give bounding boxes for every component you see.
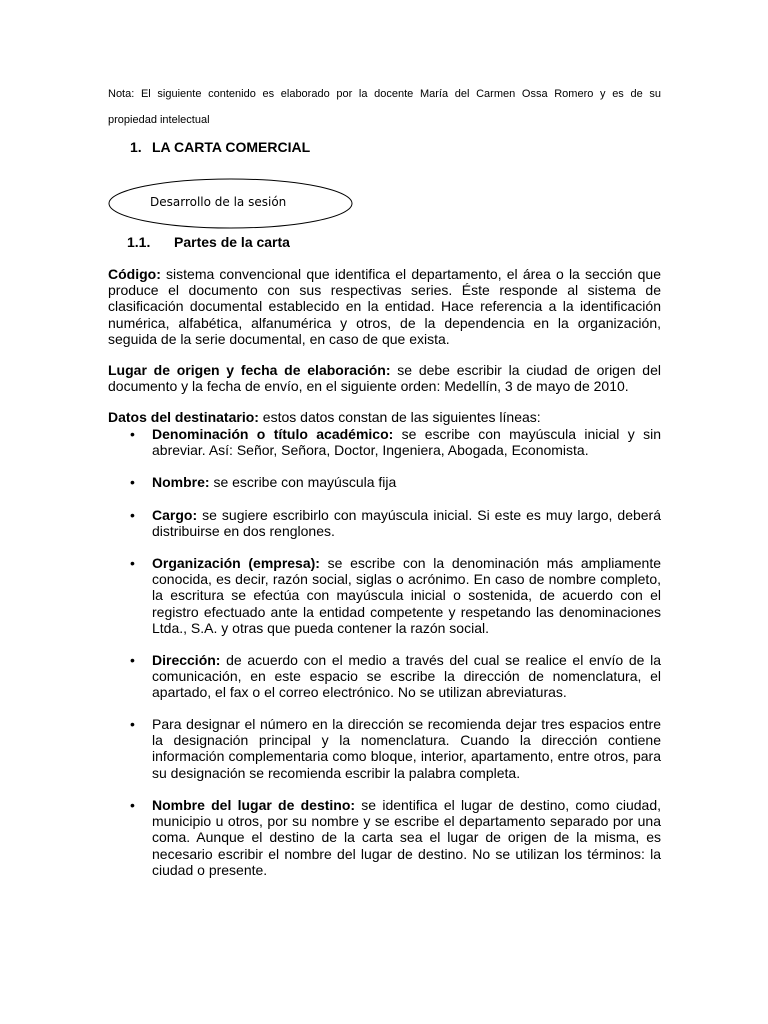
bullet-symbol: • xyxy=(130,797,135,813)
session-oval xyxy=(108,178,353,229)
text-lugar: se debe escribir la ciudad de origen del documento y la fecha de envío, en el siguiente orden: Medellín, 3 de mayo de 2010. xyxy=(108,362,661,395)
bullet-text: se escribe con mayúscula fija xyxy=(209,474,397,490)
paragraph-codigo xyxy=(108,266,661,347)
bullet-symbol: • xyxy=(130,507,135,523)
bullet-symbol: • xyxy=(130,652,135,668)
bullet-text: se sugiere escribirlo con mayúscula inicial. Si este es muy largo, deberá distribuirse en dos renglones. xyxy=(152,507,661,540)
section-heading xyxy=(130,139,310,156)
bullet-text: se identifica el lugar de destino, como ciudad, municipio u otros, por su nombre y se escribe el departamento separado por una coma. Aunque el destino de la carta sea el lugar de origen de la misma, es necesario escribir el nombre del lugar de destino. No se utilizan los términos: la ciudad o presente. xyxy=(152,797,661,878)
section-title: LA CARTA COMERCIAL xyxy=(152,139,311,155)
list-item xyxy=(152,426,661,458)
bullet-term: Denominación o título académico: xyxy=(152,426,394,442)
bullet-symbol: • xyxy=(130,716,135,732)
bullet-symbol: • xyxy=(130,474,135,490)
bullet-text: de acuerdo con el medio a través del cual se realice el envío de la comunicación, en este espacio se escribe la dirección de nomenclatura, el apartado, el fax o el correo electrónico. No se utilizan abreviaturas. xyxy=(152,652,661,701)
subsection-number: 1.1. xyxy=(127,234,151,250)
bullet-symbol: • xyxy=(130,426,135,442)
paragraph-datos xyxy=(108,409,661,425)
paragraph-lugar xyxy=(108,362,661,394)
bullet-text: Para designar el número en la dirección se recomienda dejar tres espacios entre la designación principal y la nomenclatura. Cuando la dirección contiene información complementaria como bloque, interior, apartamento, entre otros, para su designación se recomienda escribir la palabra completa. xyxy=(152,716,661,781)
term-lugar: Lugar de origen y fecha de elaboración: xyxy=(108,362,391,378)
list-item xyxy=(152,797,661,878)
bullet-term: Dirección: xyxy=(152,652,221,668)
list-item xyxy=(152,555,661,636)
note-line-1: Nota: El siguiente contenido es elaborado por la docente María del Carmen Ossa Romero y es de su xyxy=(108,88,661,100)
session-oval-label: Desarrollo de la sesión xyxy=(150,195,287,209)
bullet-term: Nombre del lugar de destino: xyxy=(152,797,356,813)
list-item xyxy=(152,507,661,539)
text-datos: estos datos constan de las siguientes líneas: xyxy=(258,409,541,425)
bullet-term: Cargo: xyxy=(152,507,198,523)
bullet-term: Nombre: xyxy=(152,474,210,490)
list-item xyxy=(152,716,661,781)
list-item xyxy=(152,652,661,701)
list-item xyxy=(152,474,661,490)
term-datos: Datos del destinatario: xyxy=(108,409,259,425)
section-number: 1. xyxy=(130,139,142,155)
bullet-symbol: • xyxy=(130,555,135,571)
subsection-title: Partes de la carta xyxy=(174,234,290,250)
bullet-text: se escribe con mayúscula inicial y sin abreviar. Así: Señor, Señora, Doctor, Ingeniera, Abogada, Economista. xyxy=(152,426,661,459)
bullet-term: Organización (empresa): xyxy=(152,555,320,571)
term-codigo: Código: xyxy=(108,266,161,282)
text-codigo: sistema convencional que identifica el departamento, el área o la sección que produce el documento con sus respectivas series. Éste responde al sistema de clasificación documental establecido en la entidad. Hace referencia a la identificación numérica, alfabética, alfanumérica y otros, de la dependencia en la organización, seguida de la serie documental, en caso de que exista. xyxy=(108,266,661,347)
bullet-text: se escribe con la denominación más ampliamente conocida, es decir, razón social, siglas o acrónimo. En caso de nombre completo, la escritura se efectúa con mayúscula inicial o sostenida, de acuerdo con el registro efectuado ante la entidad competente y respetando las denominaciones Ltda., S.A. y otras que pueda contener la razón social. xyxy=(152,555,661,636)
note-line-2: propiedad intelectual xyxy=(108,114,210,126)
subsection-heading xyxy=(127,234,290,251)
